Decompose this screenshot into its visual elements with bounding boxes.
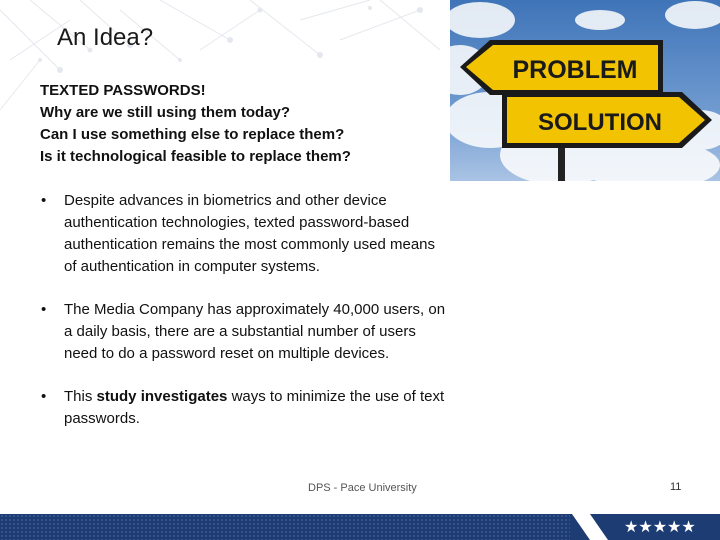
bullet-marker: • (41, 192, 47, 209)
question-line: Can I use something else to replace them? (40, 126, 345, 143)
footer-text: DPS - Pace University (308, 482, 417, 494)
slide-title: An Idea? (57, 24, 154, 51)
bullet-item (40, 386, 450, 430)
bullet-list (40, 190, 450, 451)
bullet-text-prefix: This (64, 388, 97, 405)
problem-solution-sign-image (450, 0, 720, 181)
question-line: TEXTED PASSWORDS! (40, 82, 206, 99)
bullet-text-suffix: ways to minimize the use of text passwords. (64, 388, 445, 427)
bullet-text: The Media Company has approximately 40,000 users, on a daily basis, there are a substantial number of users need to do a password reset on multiple devices. (64, 301, 446, 362)
bullet-marker: • (41, 301, 47, 318)
question-list (40, 80, 440, 168)
sign-problem-label: PROBLEM (512, 56, 638, 84)
bullet-marker: • (41, 388, 47, 405)
question-line: Is it technological feasible to replace them? (40, 148, 351, 165)
bullet-text: Despite advances in biometrics and other device authentication technologies, texted password-based authentication remains the most commonly used means of authentication in computer systems. (64, 192, 436, 275)
page-number: 11 (670, 481, 682, 493)
bottom-banner (0, 514, 720, 540)
question-line: Why are we still using them today? (40, 104, 291, 121)
bullet-text-emphasis: study investigates (96, 388, 228, 405)
star-rating-decoration: ★★★★★ (624, 519, 696, 536)
bullet-item (40, 299, 450, 365)
bullet-item (40, 190, 450, 278)
sign-solution-label: SOLUTION (538, 109, 662, 136)
